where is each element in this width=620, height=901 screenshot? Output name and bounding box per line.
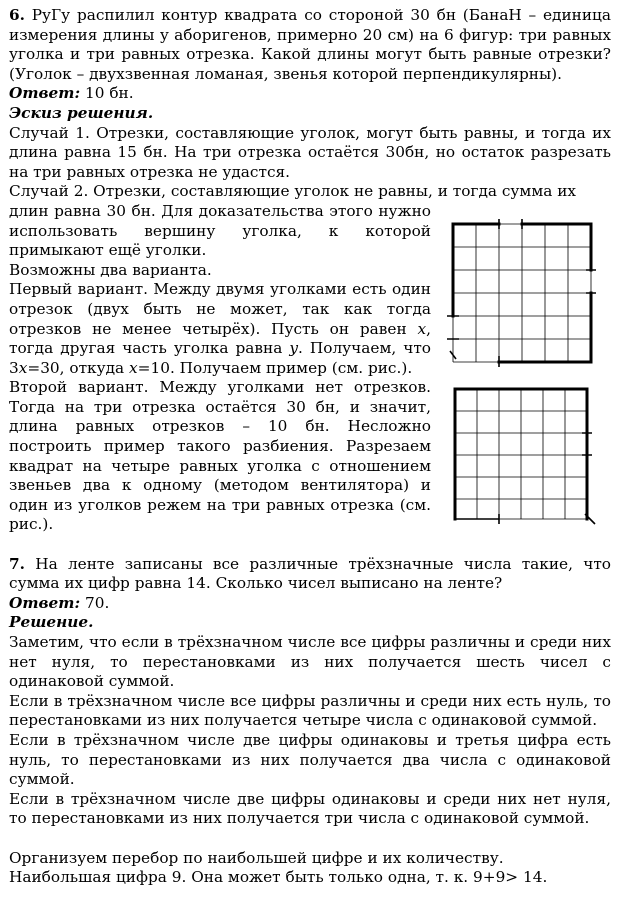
solution-paragraph-3: Если в трёхзначном числе две цифры одинаковы и третья цифра есть нуль, то перестановками из них получается два числа с одинаковой суммой.: [9, 730, 611, 789]
case-1-paragraph: Случай 1. Отрезки, составляющие уголок, могут быть равны, и тогда их длина равна 15 бн. На три отрезка остаётся 30бн, но остаток разрезать на три равных отрезка не удастся.: [9, 123, 611, 181]
grid: [455, 389, 587, 519]
blank-line: [9, 829, 611, 849]
figure-variant-2: [446, 384, 602, 526]
problem-6-number: 6.: [9, 6, 25, 24]
grid: [453, 224, 591, 362]
problem-7-answer: Ответ: 70.: [9, 593, 110, 612]
case-2-first-line: Случай 2. Отрезки, составляющие уголок не равны, и тогда сумма их: [9, 182, 577, 201]
solution-paragraph-5: Организуем перебор по наибольшей цифре и их количеству.: [9, 848, 504, 867]
solution-paragraph-1: Заметим, что если в трёхзначном числе все цифры различны и среди них нет нуля, то перестановками из них получается шесть чисел с одинаковой суммой.: [9, 633, 611, 691]
problem-6-sketch-heading: Эскиз решения.: [9, 103, 154, 122]
two-variants-line: Возможны два варианта.: [9, 260, 212, 279]
solution-paragraph-2: Если в трёхзначном числе все цифры различны и среди них есть нуль, то перестановками из них получается четыре числа с одинаковой суммой.: [9, 691, 611, 730]
variant-1-paragraph: Первый вариант. Между двумя уголками есть один отрезок (двух быть не может, так как тогда отрезков не менее четырёх). Пусть он равен x, тогда другая часть уголка равна y. Получаем, что 3x=30, откуда x=10. Получаем пример (см. рис.).: [9, 280, 432, 377]
solution-paragraph-6: Наибольшая цифра 9. Она может быть только одна, т. к. 9+9> 14.: [9, 868, 548, 887]
problem-6-answer: Ответ: 10 бн.: [9, 84, 134, 103]
problem-7-solution-heading: Решение.: [9, 613, 94, 632]
solution-paragraph-4: Если в трёхзначном числе две цифры одинаковы и среди них нет нуля, то перестановками из них получается три числа с одинаковой суммой.: [9, 789, 611, 828]
problem-6-statement: 6. РуГу распилил контур квадрата со стороной 30 бн (БанаН – единица измерения длины у аборигенов, примерно 20 см) на 6 фигур: три равных уголка и три равных отрезка. Какой длины могут быть равные отрезки? (Уголок – двухзвенная ломаная, звенья которой перпендикулярны).: [9, 6, 611, 83]
case-2-paragraph: длин равна 30 бн. Для доказательства этого нужно использовать вершину уголка, к которой примыкают ещё уголки.: [9, 201, 431, 260]
figure-variant-1: [446, 219, 600, 367]
cut-marks: [455, 433, 595, 524]
problem-7-statement: 7. На ленте записаны все различные трёхзначные числа такие, что сумма их цифр равна 14. Сколько чисел выписано на ленте?: [9, 554, 611, 593]
problem-7-number: 7.: [9, 554, 25, 573]
text-column-beside-figures: [9, 202, 431, 535]
blank-line: [9, 535, 611, 555]
variant-2-paragraph: Второй вариант. Между уголками нет отрезков. Тогда на три отрезка остаётся 30 бн, и значит, длина равных отрезков – 10 бн. Несложно построить пример такого разбиения. Разрезаем квадрат на четыре равных уголка с отношением звеньев два к одному (методом вентилятора) и один из уголков режем на три равных отрезка (см. рис.).: [9, 378, 431, 534]
